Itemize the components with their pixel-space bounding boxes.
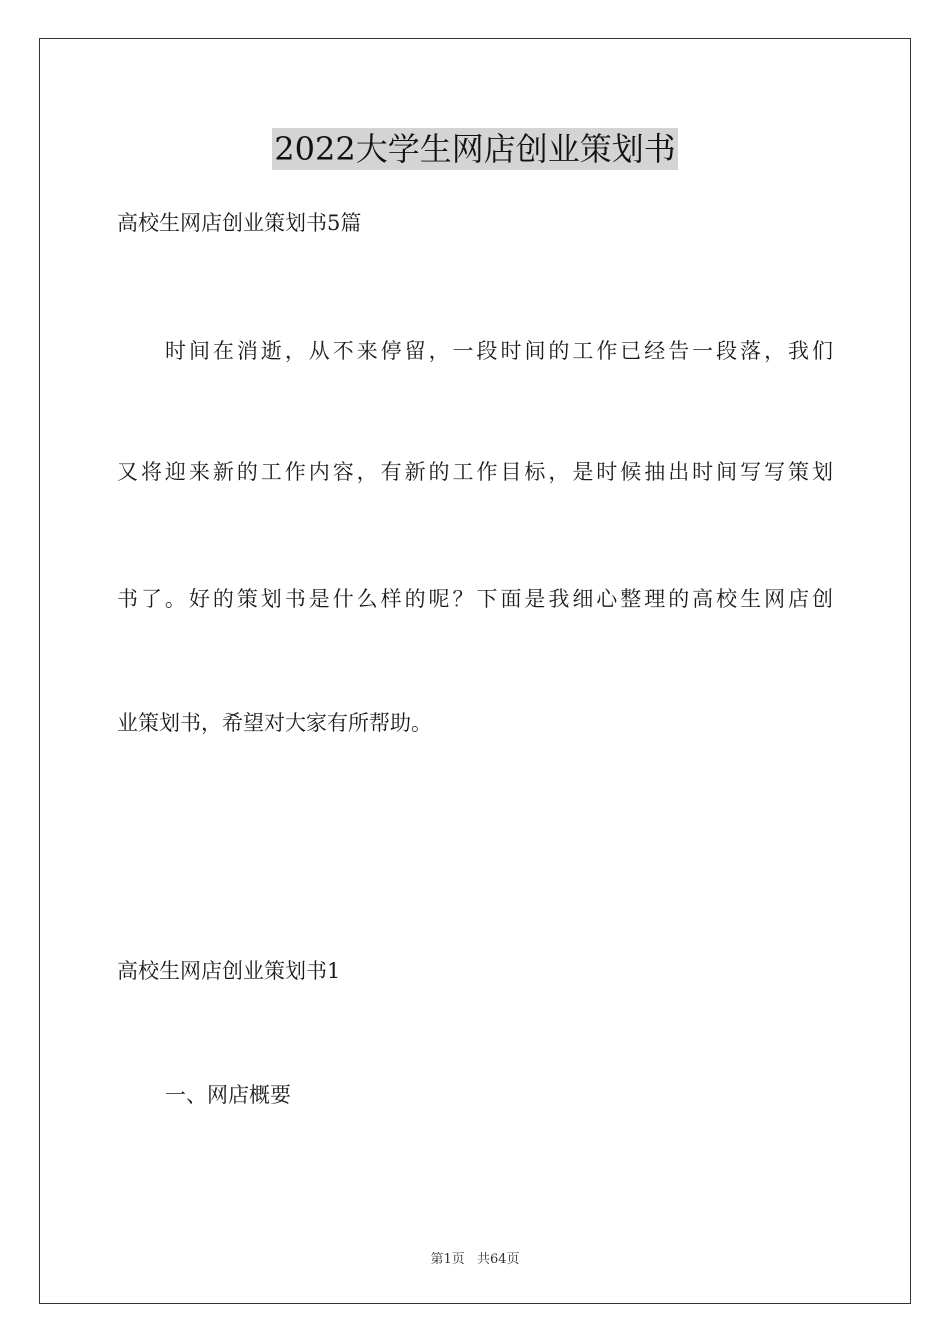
intro-line-2: 又将迎来新的工作内容，有新的工作目标，是时候抽出时间写写策划 <box>117 460 833 484</box>
page-total: 共64页 <box>476 1252 520 1267</box>
page-number: 第1页 <box>430 1252 465 1267</box>
title-container <box>0 128 950 170</box>
intro-line-3: 书了。好的策划书是什么样的呢？下面是我细心整理的高校生网店创 <box>117 587 833 611</box>
document-subtitle: 高校生网店创业策划书5篇 <box>117 211 362 235</box>
intro-line-1: 时间在消逝，从不来停留，一段时间的工作已经告一段落，我们 <box>165 339 833 363</box>
intro-line-4: 业策划书，希望对大家有所帮助。 <box>117 711 432 735</box>
section-heading: 高校生网店创业策划书1 <box>117 959 341 983</box>
page-footer <box>0 1248 950 1267</box>
subsection-heading: 一、网店概要 <box>165 1083 291 1107</box>
document-title: 2022大学生网店创业策划书 <box>274 130 676 168</box>
